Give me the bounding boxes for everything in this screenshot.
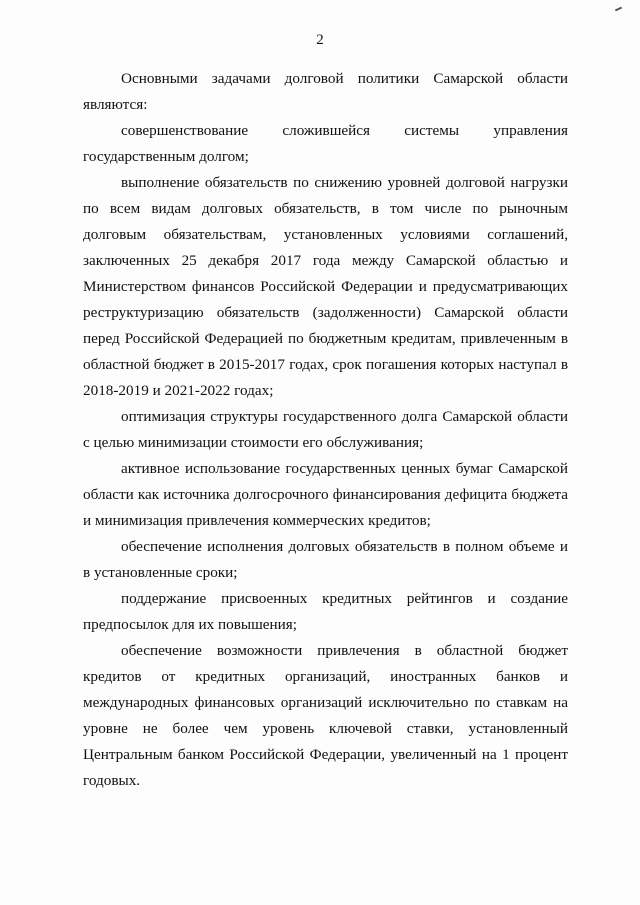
paragraph-timely-payment: обеспечение исполнения долговых обязательств в полном объеме и в установленные сроки; bbox=[83, 538, 568, 581]
paragraph-debt-load-obligations: выполнение обязательств по снижению уровней долговой нагрузки по всем видам долговых обязательств, в том числе по рыночным долговым обязательствам, установленных условиями соглашений, заключенных 25 декабря 2017 года между Самарской областью и Министерством финансов Российской Федерации и предусматривающих реструктуризацию обязательств (задолженности) Самарской области перед Российской Федерацией по бюджетным кредитам, привлеченным в областной бюджет в 2015-2017 годах, срок погашения которых наступал в 2018-2019 и 2021-2022 годах; bbox=[83, 174, 568, 399]
page-number: 2 bbox=[316, 32, 324, 48]
corner-mark bbox=[615, 7, 622, 12]
paragraph-securities: активное использование государственных ценных бумаг Самарской области как источника долгосрочного финансирования дефицита бюджета и минимизация привлечения коммерческих кредитов; bbox=[83, 460, 568, 529]
paragraph-credit-ratings: поддержание присвоенных кредитных рейтингов и создание предпосылок для их повышения; bbox=[83, 590, 568, 633]
paragraph-debt-structure: оптимизация структуры государственного долга Самарской области с целью минимизации стоимости его обслуживания; bbox=[83, 408, 568, 451]
document-body bbox=[83, 66, 568, 794]
paragraph-intro: Основными задачами долговой политики Самарской области являются: bbox=[83, 70, 568, 113]
paragraph-debt-management: совершенствование сложившейся системы управления государственным долгом; bbox=[83, 122, 568, 165]
paragraph-loan-rates: обеспечение возможности привлечения в областной бюджет кредитов от кредитных организаций, иностранных банков и международных финансовых организаций исключительно по ставкам на уровне не более чем уровень ключевой ставки, установленный Центральным банком Российской Федерации, увеличенный на 1 процент годовых. bbox=[83, 642, 568, 789]
